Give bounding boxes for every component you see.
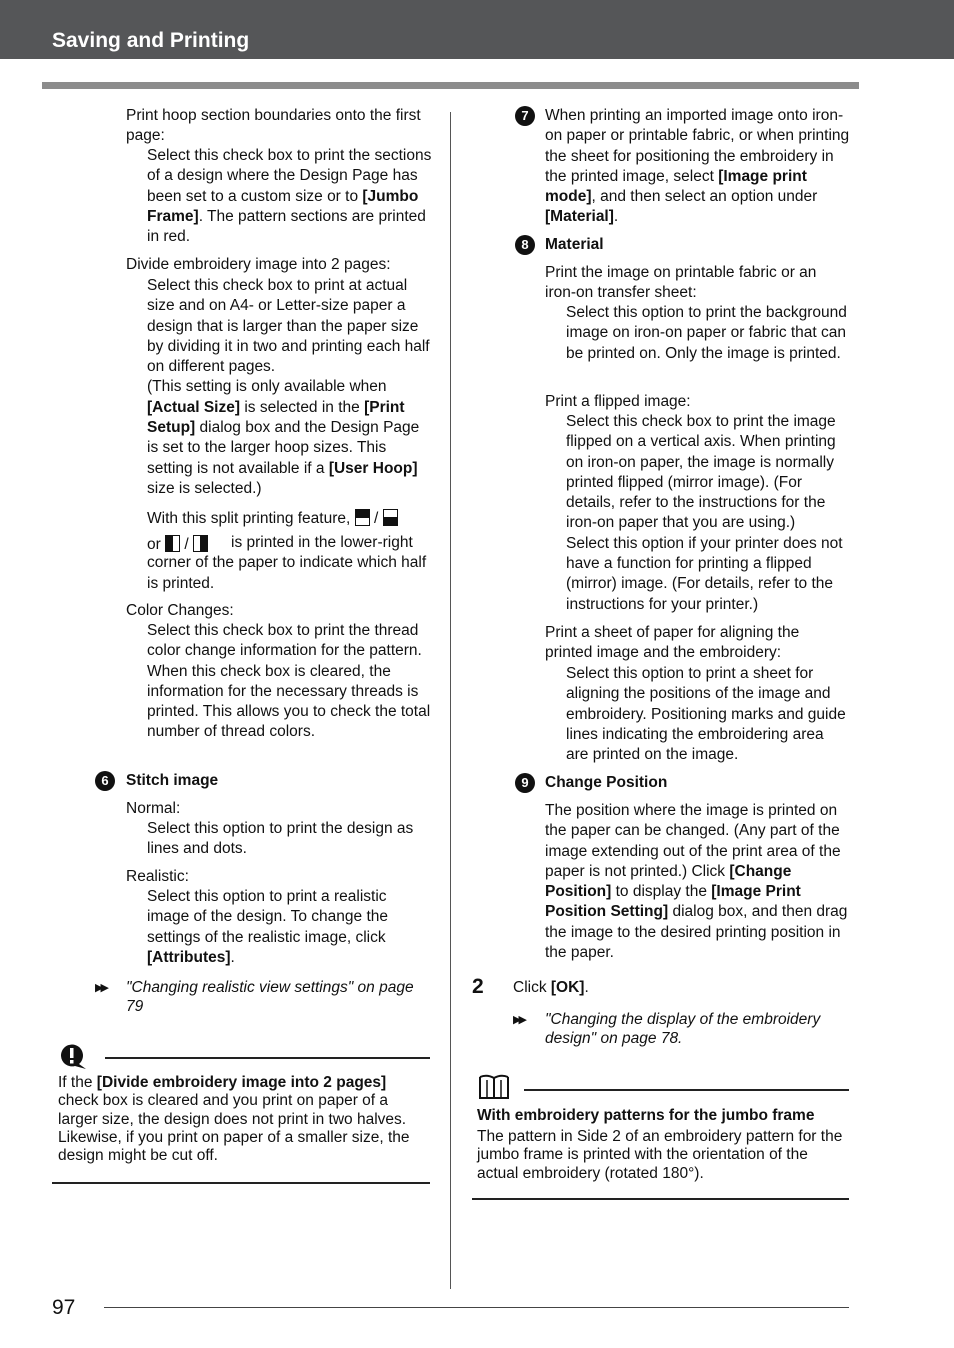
align-body: Select this option to print a sheet for aligning the positions of the image and embroidery. Positioning marks and guide lines indicating the embroidering area are printed on the image. — [566, 665, 846, 764]
caution-icon — [58, 1042, 92, 1070]
fabric-body: Select this option to print the background image on iron-on paper or fabric that can be printed on. Only the image is printed. — [566, 304, 847, 362]
align-title: Print a sheet of paper for aligning the printed image and the embroidery: — [545, 624, 800, 662]
split-printing-text: With this split printing feature, / or / — [147, 506, 432, 558]
flipped-body: Select this check box to print the image flipped on a vertical axis. When printing on iron-on paper, the image is normally printed flipped (mirror image). (For details, refer to the instructions for the iron-on paper that you are using.) Select this option if your printer does not have a function for printing a flipped (mirror) image. (For details, refer to the instructions for your printer.) — [566, 413, 843, 613]
color-changes-body: Select this check box to print the thread color change information for the pattern. When this check box is cleared, the information for the necessary threads is printed. This allows you to check the total number of thread colors. — [147, 622, 431, 741]
reference-arrow-icon: ▶▶ — [95, 982, 106, 994]
memo-top-rule — [524, 1089, 849, 1091]
change-position-body: The position where the image is printed on the paper can be changed. (Any part of the image extending out of the print area of the paper is not printed.) Click [Change Position] to display the [Image Print Position Setting] dialog box, and then drag the image to the desired printing position in the paper. — [545, 802, 848, 962]
item7-text: When printing an imported image onto iron-on paper or printable fabric, or when printing the sheet for positioning the embroidery in the printed image, select [Image print mode], and then select an option under [Material]. — [545, 107, 850, 226]
stitch-image-heading: Stitch image — [126, 772, 219, 789]
number-7-icon: 7 — [515, 106, 535, 126]
split-top-icon — [355, 509, 370, 526]
step-text: Click [OK]. — [513, 979, 589, 996]
normal-title: Normal: — [126, 800, 181, 817]
number-8-icon: 8 — [515, 235, 535, 255]
realistic-title: Realistic: — [126, 868, 189, 885]
note-top-rule — [105, 1057, 430, 1059]
number-6-icon: 6 — [95, 771, 115, 791]
reference-arrow-icon: ▶▶ — [513, 1014, 524, 1026]
note-bottom-rule — [52, 1182, 430, 1184]
realistic-body: Select this option to print a realistic image of the design. To change the settings of the realistic image, click [Attributes]. — [147, 888, 388, 966]
change-position-heading: Change Position — [545, 774, 668, 791]
header-rule — [42, 82, 859, 89]
split-printing-desc: is printed in the lower-right corner of the paper to indicate which half is printed. — [147, 534, 427, 592]
page-title: Saving and Printing — [52, 29, 250, 52]
material-heading: Material — [545, 236, 604, 253]
normal-body: Select this option to print the design as lines and dots. — [147, 820, 414, 858]
flipped-title: Print a flipped image: — [545, 393, 691, 410]
reference-link-display[interactable]: "Changing the display of the embroidery design" on page 78. — [545, 1011, 821, 1047]
reference-link-realistic[interactable]: "Changing realistic view settings" on page 79 — [126, 979, 414, 1015]
divide-body-main: Select this check box to print at actual size and on A4- or Letter-size paper a design that is larger than the paper size by dividing it in two and printing each half on different pages. — [147, 277, 430, 376]
memo-title: With embroidery patterns for the jumbo frame — [477, 1107, 815, 1124]
divide-body — [147, 276, 432, 499]
hoop-section-body: Select this check box to print the sections of a design where the Design Page has been set to a custom size or to [Jumbo Frame]. The pattern sections are printed in red. — [147, 147, 432, 246]
step-number: 2 — [472, 975, 484, 998]
footer-rule — [104, 1307, 849, 1308]
color-changes-title: Color Changes: — [126, 602, 234, 619]
column-divider — [450, 112, 451, 1289]
number-9-icon: 9 — [515, 773, 535, 793]
memo-bottom-rule — [472, 1198, 849, 1200]
memo-book-icon — [477, 1073, 511, 1101]
split-bottom-icon — [383, 509, 398, 526]
memo-body: The pattern in Side 2 of an embroidery pattern for the jumbo frame is printed with the orientation of the actual embroidery (rotated 180°). — [477, 1128, 843, 1182]
divide-title: Divide embroidery image into 2 pages: — [126, 256, 391, 273]
caution-note-text: If the [Divide embroidery image into 2 pages] check box is cleared and you print on paper of a larger size, the design does not print in two halves. Likewise, if you print on paper of a smaller size, the design might be cut off. — [58, 1074, 410, 1165]
hoop-section-title: Print hoop section boundaries onto the first page: — [126, 107, 421, 145]
fabric-title: Print the image on printable fabric or an iron-on transfer sheet: — [545, 264, 817, 302]
page-number: 97 — [52, 1296, 76, 1319]
divide-body-note: (This setting is only available when [Actual Size] is selected in the [Print Setup] dialog box and the Design Page is set to the larger hoop sizes. This setting is not available if a [User Hoop] size is selected.) — [147, 378, 420, 497]
